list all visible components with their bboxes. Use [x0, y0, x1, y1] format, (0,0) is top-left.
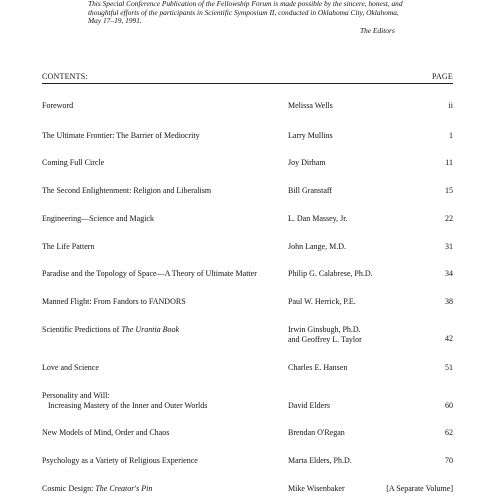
entry-title: New Models of Mind, Order and Chaos: [42, 428, 170, 437]
entry-title-line1: Personality and Will:: [42, 391, 110, 400]
entry-title: Foreword: [42, 101, 74, 110]
entry-title: [42, 484, 282, 494]
entry-title: Coming Full Circle: [42, 158, 105, 167]
entry-author: Melissa Wells: [288, 101, 333, 110]
entry-title-book: The Urantia Book: [121, 325, 180, 334]
entry-page: 31: [445, 242, 453, 251]
entry-title: The Second Enlightenment: Religion and Liberalism: [42, 186, 212, 195]
entry-author-line2: and Geoffrey L. Taylor: [288, 334, 362, 344]
entry-page: 60: [445, 401, 453, 410]
entry-author-line1: Irwin Ginsbugh, Ph.D.: [288, 325, 361, 334]
entry-page: 38: [445, 297, 453, 306]
entry-page: ii: [448, 101, 453, 110]
editors-signature: The Editors: [360, 26, 395, 35]
entry-author: Larry Mullins: [288, 131, 333, 140]
entry-author: John Lange, M.D.: [288, 242, 346, 251]
entry-page: [A Separate Volume]: [386, 484, 453, 493]
entry-title: Paradise and the Topology of Space—A Theory of Ultimate Matter: [42, 269, 257, 278]
entry-title: [42, 325, 282, 335]
entry-title: Psychology as a Variety of Religious Experience: [42, 456, 198, 465]
entry-page: 15: [445, 186, 453, 195]
header-rule: [42, 83, 453, 84]
entry-author: Brendan O'Regan: [288, 428, 345, 437]
entry-author: Joy Dirham: [288, 158, 326, 167]
entry-author: Paul W. Herrick, P.E.: [288, 297, 356, 306]
entry-title: [42, 391, 282, 410]
entry-title: Manned Flight: From Fandors to FANDORS: [42, 297, 186, 306]
entry-title-prefix: Scientific Predictions of: [42, 325, 122, 334]
entry-author: Marta Elders, Ph.D.: [288, 456, 352, 465]
entry-author: David Elders: [288, 401, 330, 410]
entry-page: 11: [445, 158, 453, 167]
entry-author: Philip G. Calabrese, Ph.D.: [288, 269, 373, 278]
entry-author: Bill Granstaff: [288, 186, 333, 195]
entry-author: L. Dan Massey, Jr.: [288, 214, 348, 223]
entry-page: 51: [445, 363, 453, 372]
entry-page: 34: [445, 269, 453, 278]
entry-author: Mike Wisenbaker: [288, 484, 345, 493]
page-heading: PAGE: [432, 72, 453, 81]
entry-page: 70: [445, 456, 453, 465]
entry-page: 42: [445, 334, 453, 343]
entry-page: 22: [445, 214, 453, 223]
intro-paragraph: This Special Conference Publication of the Fellowship Forum is made possible by the sincere, honest, and thoughtful efforts of the participants in Scientific Symposium II, conducted in Oklahoma City, Oklahoma, May 17–19, 1991.: [88, 0, 403, 26]
entry-page: 1: [449, 131, 453, 140]
entry-title: Love and Science: [42, 363, 99, 372]
entry-title: Engineering—Science and Magick: [42, 214, 154, 223]
contents-heading: CONTENTS:: [42, 72, 88, 81]
entry-title: The Life Pattern: [42, 242, 95, 251]
entry-page: 62: [445, 428, 453, 437]
entry-title-book: The Creator's Pin: [95, 484, 153, 493]
entry-title-line2: Increasing Mastery of the Inner and Outer Worlds: [48, 400, 208, 410]
entry-author: Charles E. Hansen: [288, 363, 348, 372]
entry-title: The Ultimate Frontier: The Barrier of Mediocrity: [42, 131, 200, 140]
entry-title-prefix: Cosmic Design:: [42, 484, 96, 493]
